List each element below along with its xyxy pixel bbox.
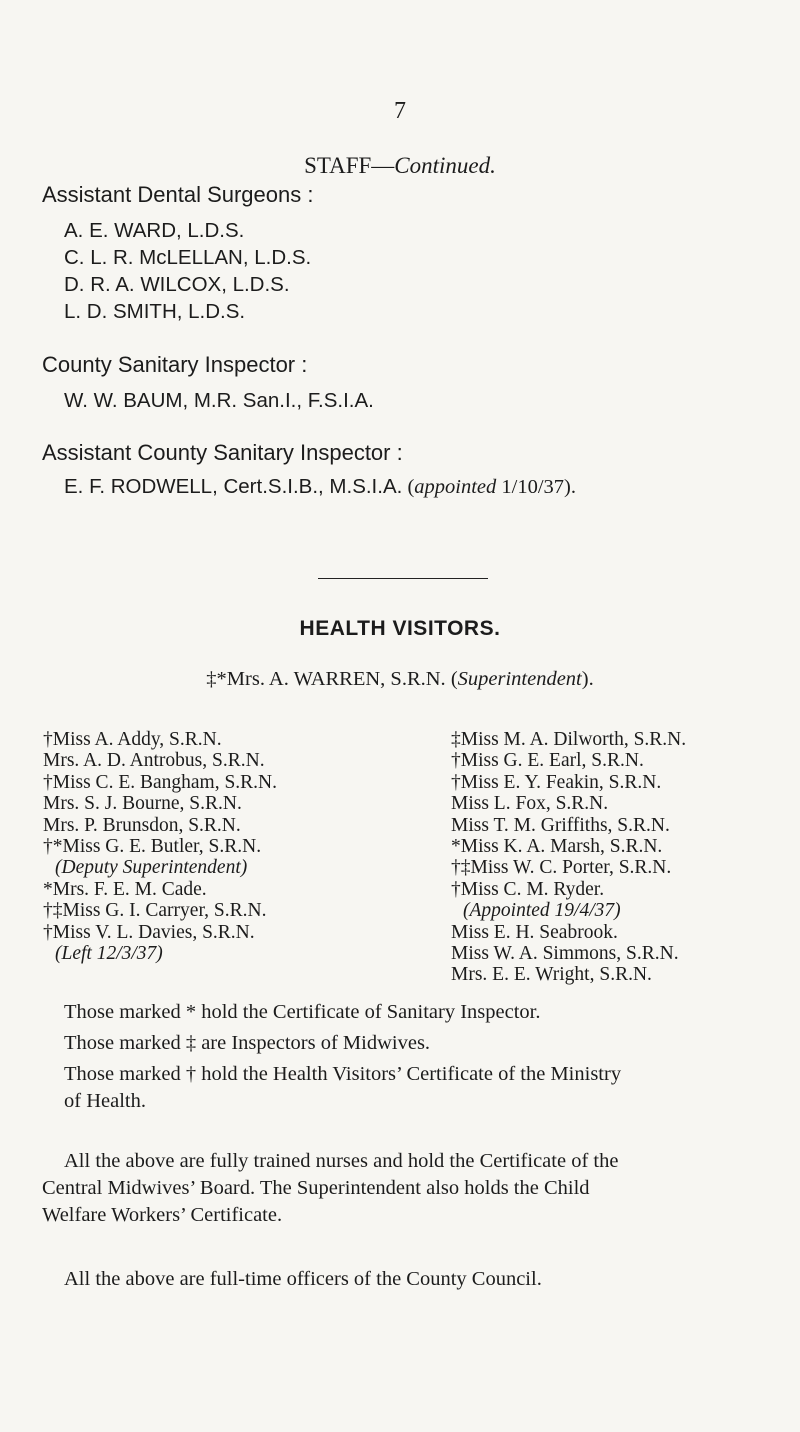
note-double-dagger: Those marked ‡ are Inspectors of Midwives. [64,1032,431,1054]
assistant-inspector-heading: Assistant County Sanitary Inspector : [42,440,403,465]
superintendent-name: ‡*Mrs. A. WARREN, S.R.N. [206,668,446,690]
paragraph-line: Welfare Workers’ Certificate. [42,1204,283,1226]
list-item: Mrs. P. Brunsdon, S.R.N. [43,814,241,836]
list-item: ‡Miss M. A. Dilworth, S.R.N. [451,729,687,750]
dental-name: D. R. A. WILCOX, L.D.S. [64,273,290,296]
assistant-inspector-name: E. F. RODWELL, Cert.S.I.B., M.S.I.A. [64,475,403,498]
list-item: †Miss V. L. Davies, S.R.N. [43,921,255,943]
superintendent-note-open: ( [445,668,458,690]
dental-name: L. D. SMITH, L.D.S. [64,300,246,323]
note-star: Those marked * hold the Certificate of Sanitary Inspector. [64,1001,541,1023]
page-title [0,153,800,179]
appointed-label: appointed [414,476,497,498]
page-title-text: STAFF— [304,153,395,178]
superintendent-note: Superintendent [457,668,582,690]
list-item: Mrs. S. J. Bourne, S.R.N. [43,793,242,815]
list-item: †Miss C. M. Ryder. [451,878,605,900]
list-item-note: (Left 12/3/37) [55,942,163,964]
paragraph-line: Central Midwives’ Board. The Superintendent also holds the Child [42,1177,590,1199]
list-item: Miss W. A. Simmons, S.R.N. [451,942,679,964]
footer-note: All the above are full-time officers of the County Council. [64,1268,542,1290]
dental-heading: Assistant Dental Surgeons : [42,182,314,207]
page-title-suffix: Continued. [394,153,496,178]
list-item: *Miss K. A. Marsh, S.R.N. [451,835,663,857]
health-visitors-heading: HEALTH VISITORS. [299,617,501,640]
health-visitors-right-column [451,729,686,986]
paragraph-line: All the above are fully trained nurses and hold the Certificate of the [64,1150,619,1172]
list-item-note: (Appointed 19/4/37) [463,900,621,922]
county-inspector-heading: County Sanitary Inspector : [42,352,308,377]
list-item: Miss E. H. Seabrook. [451,921,618,943]
note-dagger-line2: of Health. [64,1090,146,1112]
list-item: †Miss A. Addy, S.R.N. [43,729,222,750]
assistant-inspector-line [64,475,576,499]
list-item: *Mrs. F. E. M. Cade. [43,878,207,900]
appointed-open: ( [407,476,415,498]
appointed-date: 1/10/37). [496,476,576,498]
page-number: 7 [394,98,406,124]
list-item: †Miss G. E. Earl, S.R.N. [451,750,644,772]
list-item: †Miss C. E. Bangham, S.R.N. [43,771,278,793]
dental-name: A. E. WARD, L.D.S. [64,219,245,242]
list-item: †Miss E. Y. Feakin, S.R.N. [451,771,662,793]
list-item: Mrs. E. E. Wright, S.R.N. [451,964,652,986]
dental-name: C. L. R. McLELLAN, L.D.S. [64,246,312,269]
list-item: Miss L. Fox, S.R.N. [451,793,609,815]
county-inspector-name: W. W. BAUM, M.R. San.I., F.S.I.A. [64,389,374,412]
list-item: †‡Miss G. I. Carryer, S.R.N. [43,900,267,922]
list-item: Mrs. A. D. Antrobus, S.R.N. [43,750,265,772]
list-item: †*Miss G. E. Butler, S.R.N. [43,835,262,857]
section-divider [318,578,488,579]
list-item: †‡Miss W. C. Porter, S.R.N. [451,857,672,879]
superintendent-line [0,668,800,691]
list-item-note: (Deputy Superintendent) [55,857,248,879]
health-visitors-left-column [43,729,277,964]
list-item: Miss T. M. Griffiths, S.R.N. [451,814,670,836]
note-dagger-line1: Those marked † hold the Health Visitors’ Certificate of the Ministry [64,1063,622,1085]
superintendent-note-close: ). [581,668,594,690]
